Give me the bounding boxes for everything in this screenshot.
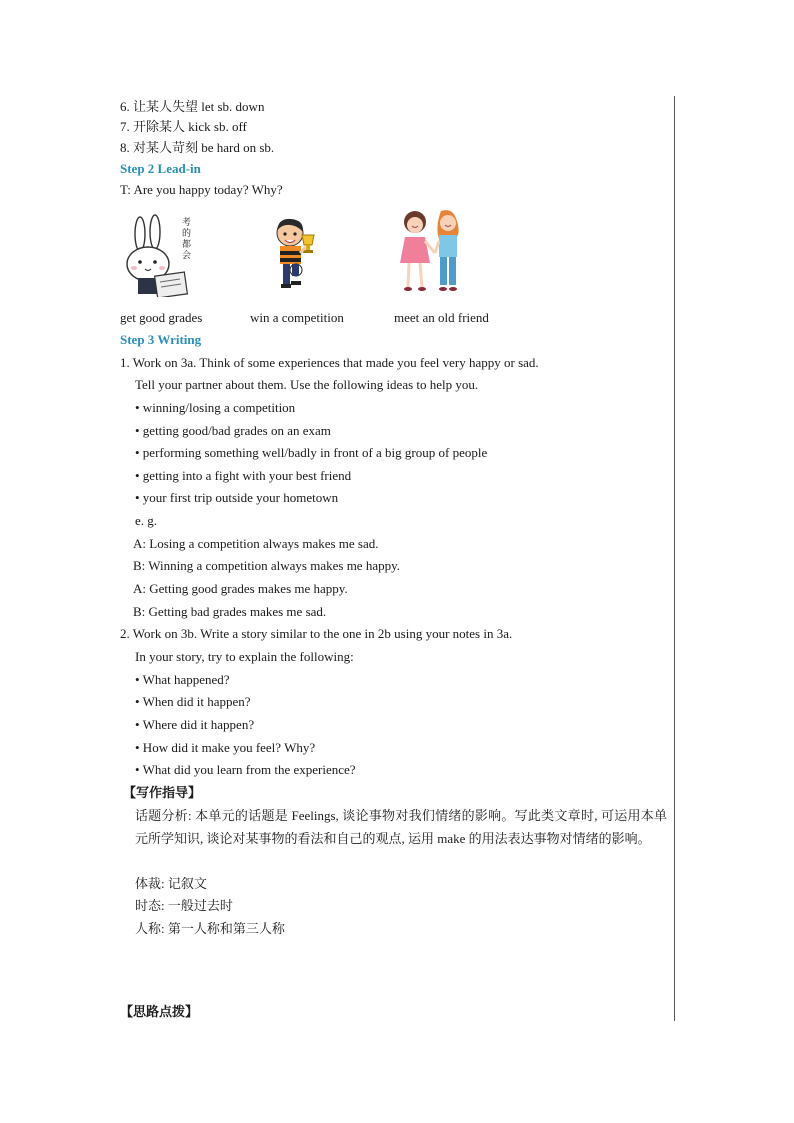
task2-bullet: • How did it make you feel? Why? <box>135 740 316 755</box>
task1-bullet: • getting into a fight with your best friend <box>135 468 352 483</box>
ideas-title: 【思路点拨】 <box>120 1004 199 1019</box>
task1-bullet: • your first trip outside your hometown <box>135 490 339 505</box>
task2-line1: 2. Work on 3b. Write a story similar to the one in 2b using your notes in 3a. <box>120 626 513 641</box>
dialog-line: B: Getting bad grades makes me sad. <box>133 604 327 619</box>
task1-line2: Tell your partner about them. Use the following ideas to help you. <box>135 377 479 392</box>
vocab-item-6: 6. 让某人失望 let sb. down <box>120 99 265 114</box>
vocab-item-8: 8. 对某人苛刻 be hard on sb. <box>120 140 275 155</box>
genre-line: 体裁: 记叙文 <box>135 876 207 891</box>
rabbit-caption-text: 考的都会 <box>182 218 192 261</box>
vocab-item-7: 7. 开除某人 kick sb. off <box>120 119 247 134</box>
example-label: e. g. <box>135 513 158 528</box>
task1-bullet: • getting good/bad grades on an exam <box>135 423 331 438</box>
topic-analysis: 话题分析: 本单元的话题是 Feelings, 谈论事物对我们情绪的影响。写此类文章时, 可运用本单元所学知识, 谈论对某事物的看法和自己的观点, 运用 make 的用法表达事物对情绪的影响。 <box>135 808 667 846</box>
trophy-boy-image <box>266 215 322 295</box>
step3-heading: Step 3 Writing <box>120 332 202 347</box>
task1-line1: 1. Work on 3a. Think of some experiences that made you feel very happy or sad. <box>120 355 539 370</box>
task2-bullet: • What did you learn from the experience? <box>135 762 356 777</box>
rabbit-illustration <box>118 212 213 297</box>
task1-bullet: • winning/losing a competition <box>135 400 296 415</box>
friends-illustration <box>395 207 475 297</box>
task2-bullet: • What happened? <box>135 672 230 687</box>
task2-line2: In your story, try to explain the following: <box>135 649 354 664</box>
step2-heading: Step 2 Lead-in <box>120 161 201 176</box>
right-margin-rule <box>674 96 675 1021</box>
step2-question: T: Are you happy today? Why? <box>120 182 283 197</box>
task2-bullet: • When did it happen? <box>135 694 251 709</box>
caption-good-grades: get good grades <box>120 310 203 325</box>
tense-line: 时态: 一般过去时 <box>135 898 233 913</box>
caption-old-friend: meet an old friend <box>394 310 489 325</box>
boy-trophy-illustration <box>266 215 322 295</box>
rabbit-image <box>118 212 213 297</box>
caption-win-competition: win a competition <box>250 310 344 325</box>
task2-bullet: • Where did it happen? <box>135 717 255 732</box>
dialog-line: B: Winning a competition always makes me happy. <box>133 558 401 573</box>
dialog-line: A: Getting good grades makes me happy. <box>133 581 348 596</box>
friends-image <box>395 207 475 297</box>
task1-bullet: • performing something well/badly in front of a big group of people <box>135 445 488 460</box>
person-line: 人称: 第一人称和第三人称 <box>135 921 285 936</box>
writing-guide-title: 【写作指导】 <box>123 785 202 800</box>
dialog-line: A: Losing a competition always makes me sad. <box>133 536 379 551</box>
